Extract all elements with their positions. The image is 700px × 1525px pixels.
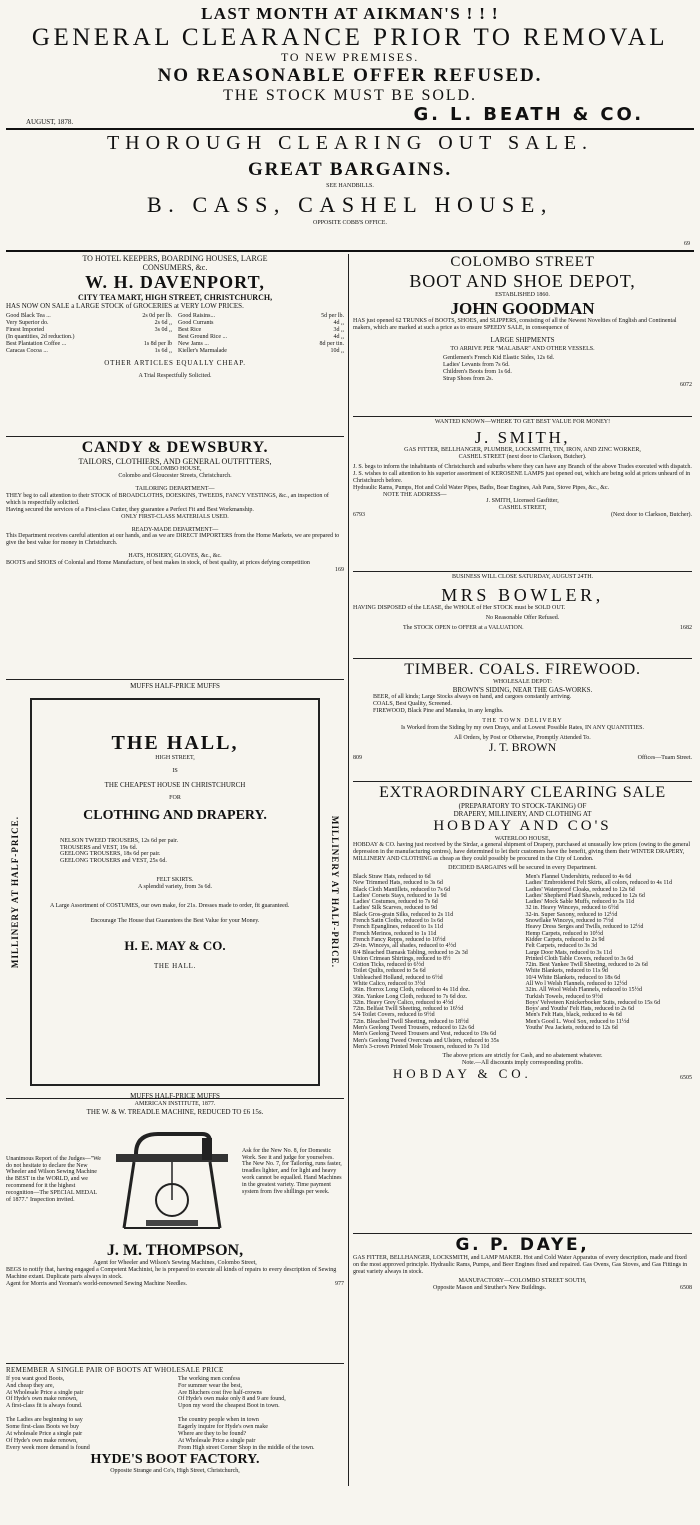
goodman-l1: COLOMBO STREET <box>450 253 595 270</box>
beath-line3: TO NEW PREMISES. <box>280 50 420 65</box>
poem-line: From High street Corner Shop in the middle of the town. <box>178 1444 315 1451</box>
poem-line: Of Hyde's own make only 8 and 9 are found, <box>178 1396 286 1403</box>
cass-line2: GREAT BARGAINS. <box>247 158 453 180</box>
hall-cheap: THE CHEAPEST HOUSE IN CHRISTCHURCH <box>104 780 246 789</box>
hall-ad <box>6 681 344 1100</box>
cass-line4: B. CASS, CASHEL HOUSE, <box>147 191 553 217</box>
price-row <box>6 348 172 355</box>
bargain-item: Boys' and Youths' Felt Hats, reduced to 2s 6d <box>525 1006 634 1013</box>
goodman-i1: Gentlemen's French Kid Elastic Sides, 12s 6d. <box>443 354 555 361</box>
bargain-item: Kidder Carpets, reduced to 2s 9d <box>525 936 605 943</box>
goodman-large: LARGE SHIPMENTS <box>490 335 555 344</box>
bargain-item: Black Straw Hats, reduced to 6d <box>353 873 431 880</box>
davenport-prices-left <box>6 313 172 354</box>
candy-num: 169 <box>335 567 344 574</box>
davenport-intro: HAS NOW ON SALE a LARGE STOCK of GROCERIES at VERY LOW PRICES. <box>6 302 244 311</box>
thompson-name: J. M. THOMPSON, <box>106 1241 244 1259</box>
bargain-item: Ladies' Silk Scarves, reduced to 9d <box>353 905 438 912</box>
brown-ad <box>353 661 692 779</box>
price-value: 5d per lb. <box>321 313 344 320</box>
price-value: 3s 0d ,, <box>154 326 172 333</box>
bargain-item: Boys' Velveteen Knickerbocker Suits, reduced to 15s 6d <box>525 999 661 1006</box>
beath-line1: LAST MONTH AT AIKMAN'S ! ! ! <box>201 4 499 23</box>
bargain-item: Men's 3-crown Printed Mole Trousers, reduced to 7s 11d <box>353 1043 490 1050</box>
bargain-item: Men's Flannel Undershirts, reduced to 4s 6d <box>525 873 632 880</box>
price-value: 4d ,, <box>333 333 344 340</box>
poem-line: Of Hyde's own make renown, <box>6 1396 78 1403</box>
bargain-item: Ladies' Corsets Stays, reduced to 1s 9d <box>353 892 447 899</box>
bargain-item: All Wo l Welsh Flannels, reduced to 12½d <box>525 981 628 987</box>
davenport-addr: CITY TEA MART, HIGH STREET, CHRISTCHURCH, <box>77 292 273 302</box>
candy-p5: HATS, HOSIERY, GLOVES, &c., &c. <box>128 553 222 560</box>
hyde-poem-right <box>178 1376 344 1452</box>
hobday-list-left <box>353 874 520 1050</box>
hobday-h3: DRAPERY, MILLINERY, AND CLOTHING AT <box>453 810 592 819</box>
cass-ad <box>6 132 694 248</box>
brown-coals: COALS, Best Quality, Screened. <box>373 700 452 707</box>
davenport-prices-right <box>178 313 344 354</box>
brown-orders: All Orders, by Post or Otherwise, Promptly Attended To. <box>454 734 591 741</box>
hall-side-left: MILLINERY AT HALF-PRICE. <box>10 815 20 968</box>
thompson-num: 977 <box>335 1280 344 1287</box>
poem-line: The working men confess <box>178 1375 241 1382</box>
bargain-item: White Blankets, reduced to 11s 9d <box>525 968 608 975</box>
candy-l3: Colombo and Gloucester Streets, Christchurch. <box>118 473 232 480</box>
davenport-ad <box>6 254 344 434</box>
beath-firm: G. L. BEATH & CO. <box>413 104 644 126</box>
poem-line: And cheap they are, <box>6 1382 54 1389</box>
brown-head: TIMBER. COALS. FIREWOOD. <box>404 660 641 678</box>
candy-p2: Having secured the services of a First-class Cutter, they guarantee a Perfect Fit and Best Workmanship. <box>6 506 254 513</box>
hobday-sig: HOBDAY & CO. <box>393 1066 532 1082</box>
hyde-ad <box>6 1366 344 1484</box>
bargain-item: Ladies' Costumes, reduced to 7s 6d <box>353 899 438 906</box>
price-row <box>6 313 172 320</box>
poem-line: Upon my word the cheapest Boot in town. <box>178 1403 280 1410</box>
bargain-item: 36in. Horrox Long Cloth, reduced to 4s 11d doz. <box>353 987 470 994</box>
cass-num: 69 <box>684 240 690 247</box>
thompson-agent: Agent for Wheeler and Wilson's Sewing Machines, Colombo Street, <box>93 1260 257 1267</box>
hall-t4: GEELONG TROUSERS and VEST, 25s 6d. <box>60 858 167 865</box>
hall-felt2: A splendid variety, from 3s 6d. <box>137 884 213 891</box>
price-row <box>6 341 172 348</box>
goodman-num: 6072 <box>680 382 692 389</box>
poem-line <box>6 1410 172 1417</box>
poem-line: Every week more demand is found <box>6 1444 90 1451</box>
price-row <box>178 313 344 320</box>
price-value: 1s 6d ,, <box>154 347 172 354</box>
daye-name: G. P. DAYE, <box>455 1234 590 1255</box>
thompson-body: BEGS to notify that, having engaged a Competent Machinist, he is prepared to execute all kinds of repairs to every description of Sewing Machine extant. Duplicate parts always in stock. <box>6 1266 337 1280</box>
candy-ad <box>6 439 344 677</box>
hall-muffs-top: MUFFS HALF-PRICE MUFFS <box>130 681 220 690</box>
bowler-ad <box>353 574 692 656</box>
bargain-item: Black Gros-grain Silks, reduced to 2s 11d <box>353 911 454 918</box>
sewing-machine-image <box>106 1120 238 1238</box>
poem-line: The Ladies are beginning to say <box>6 1417 83 1424</box>
hobday-decided: DECIDED BARGAINS will be secured in every Department. <box>448 865 597 872</box>
bargain-item: 32in. All Wool Welsh Flannels, reduced to 15½d <box>525 987 642 994</box>
hobday-h2: (PREPARATORY TO STOCK-TAKING) OF <box>458 802 587 811</box>
price-item: Finest Imported <box>6 326 45 333</box>
right-column <box>349 254 692 1486</box>
poem-line: For summer wear the best, <box>178 1382 242 1389</box>
bargain-item: 32 in. Heavy Winceys, reduced to 6½d <box>525 905 619 912</box>
bargain-item: French Epanglines, reduced to 1s 11d <box>353 924 444 931</box>
hall-muffs-bottom: MUFFS HALF-PRICE MUFFS <box>130 1091 220 1100</box>
hyde-name: HYDE'S BOOT FACTORY. <box>90 1451 260 1467</box>
bargain-item: Snowflake Winceys, reduced to 7½d <box>525 918 614 925</box>
price-row <box>6 327 172 334</box>
bowler-open: The STOCK OPEN to OFFER at a VALUATION. <box>403 625 524 632</box>
beath-date: AUGUST, 1878. <box>26 117 74 126</box>
hall-for: FOR <box>169 794 181 801</box>
brown-name: J. T. BROWN <box>488 740 557 755</box>
beath-ad <box>6 4 694 126</box>
candy-h1: TAILORING DEPARTMENT— <box>135 486 215 493</box>
hall-t3: GEELONG TROUSERS, 18s 6d per pair. <box>60 851 161 858</box>
daye-manu: MANUFACTORY—COLOMBO STREET SOUTH, <box>458 1277 587 1284</box>
bargain-item: 32in. Heavy Grey Calico, reduced to 4½d <box>353 999 454 1006</box>
poem-line: Are Bluchers cost five half-crowns <box>178 1389 262 1396</box>
poem-line: At Wholesale Price a single pair <box>6 1389 84 1396</box>
davenport-trial: A Trial Respectfully Solicited. <box>138 373 212 380</box>
poem-line: At Wholesale Price a single pair <box>178 1437 256 1444</box>
hall-cost: A Large Assortment of COSTUMES, our own make, for 21s. Dresses made to order, fit guaranteed. <box>50 902 290 909</box>
cass-line1: THOROUGH CLEARING OUT SALE. <box>106 131 594 154</box>
bargain-item: Large Door Mats, reduced to 3s 11d <box>525 949 612 956</box>
daye-ad <box>353 1236 692 1316</box>
bargain-item: Youths' Pea Jackets, reduced to 12s 6d <box>525 1025 618 1032</box>
price-item: Very Superior do. <box>6 319 49 326</box>
bargain-item: Men's Geelong Tweed Overcoats and Ulsters, reduced to 35s <box>353 1037 500 1044</box>
poem-line: Where are they to be found? <box>178 1430 247 1437</box>
bargain-item: 29-in. Winceys, all shades, reduced to 4½d <box>353 943 456 950</box>
poem-line <box>178 1410 344 1417</box>
price-row <box>178 327 344 334</box>
hall-felt: FELT SKIRTS. <box>156 877 194 884</box>
bargain-item: Men's Felt Hats, black, reduced to 4s 6d <box>525 1012 622 1019</box>
bargain-item: White Calico, reduced to 3½d <box>353 981 425 987</box>
bowler-num: 1682 <box>680 625 692 632</box>
hobday-num: 6505 <box>680 1075 692 1082</box>
candy-l2: COLOMBO HOUSE, <box>148 466 202 473</box>
smith-num: 6793 <box>353 512 365 519</box>
smith-note: NOTE THE ADDRESS— <box>383 491 447 498</box>
cass-line5: OPPOSITE COBB'S OFFICE. <box>313 219 387 226</box>
smith-trade: GAS FITTER, BELLHANGER, PLUMBER, LOCKSMITH, TIN, IRON, AND ZINC WORKER, <box>404 447 641 454</box>
daye-num: 6508 <box>680 1284 692 1291</box>
price-value: 4d ,, <box>333 319 344 326</box>
hall-cloth: CLOTHING AND DRAPERY. <box>83 807 267 823</box>
thompson-right: Ask for the New No. 8, for Domestic Work. See it and judge for yourselves. The New No. 7, for Tailoring, runs faster, treadles lighter, and for light and heavy work cannot be equalled. Hand Machines in the greatest variety. Time payment system from five shillings per week. <box>242 1147 342 1196</box>
hall-enc: Encourage The House that Guarantees the Best Value for your Money. <box>90 917 260 924</box>
hobday-ad <box>353 784 692 1231</box>
price-item: Good Currants <box>178 319 214 326</box>
price-item: Best Ground Rice ... <box>178 333 227 340</box>
beath-line4: NO REASONABLE OFFER REFUSED. <box>157 64 543 86</box>
price-value: 1s 8d per lb <box>143 340 172 347</box>
hobday-h1: EXTRAORDINARY CLEARING SALE <box>379 783 666 801</box>
price-item: Good Black Tea ... <box>6 313 51 320</box>
bargain-item: Ladies' Waterproof Cloaks, reduced to 12s 6d <box>525 886 635 893</box>
smith-p1: J. S. begs to inform the inhabitants of Christchurch and suburbs where they can have any Branch of the above Trades executed with dispatch. <box>353 463 692 470</box>
candy-p4: This Department receives careful attention at our hands, and as we are DIRECT IMPORTERS from the Home Markets, we are prepared to give the best value for money in Christchurch. <box>6 533 340 547</box>
davenport-l1: TO HOTEL KEEPERS, BOARDING HOUSES, LARGE <box>82 253 268 263</box>
bowler-name: MRS BOWLER, <box>441 584 604 605</box>
candy-p1: THEY beg to call attention to their STOCK of BROADCLOTHS, DOESKINS, TWEEDS, FANCY VESTINGS, &c., an inspection of which is respectfully solicited. <box>6 493 329 506</box>
hobday-list-right <box>526 874 693 1050</box>
price-item: Best Plantation Coffee ... <box>6 340 67 347</box>
bargain-item: French Merinos, reduced to 1s 11d <box>353 930 437 937</box>
price-row <box>178 341 344 348</box>
poem-line: A first-class fit is always found. <box>6 1403 83 1410</box>
price-row <box>178 334 344 341</box>
hall-may: H. E. MAY & CO. <box>124 937 226 953</box>
daye-body: GAS FITTER, BELLHANGER, LOCKSMITH, and LAMP MAKER. Hot and Cold Water Apparatus of every description, made and fixed on the most approved principle. Hydraulic Rams, Pumps, and Beer Engines fixed and repaired. Gas Ovens, Gas Stoves, and Gas Fittings in great variety always in stock. <box>353 1255 688 1276</box>
hobday-h4: HOBDAY AND CO'S <box>433 818 612 835</box>
candy-name: CANDY & DEWSBURY. <box>81 438 269 456</box>
bargain-item: Men's Good L. Wool Sox, reduced to 11½d <box>525 1018 630 1025</box>
thompson-last: Agent for Morris and Yeoman's world-renowned Sewing Machine Needles. <box>6 1280 188 1287</box>
hall-name: THE HALL, <box>111 731 239 754</box>
bargain-item: 36in. Yankee Long Cloth, reduced to 7s 6d doz. <box>353 993 468 1000</box>
hall-street: HIGH STREET, <box>155 754 195 761</box>
hobday-body: HOBDAY & CO. having just received by the Sirdar, a general shipment of Drapery, purchased at unusually low prices (owing to the general depression in the manufacturing centres), have determined to let their customers have the benefit, giving them their WINTER DRAPERY, MILLINERY AND CLOTHING as cheap as they could possibly be procured in the City of London. <box>353 842 691 863</box>
bargain-item: Unbleached Holland, reduced to 6½d <box>353 974 443 981</box>
smith-sig2: CASHEL STREET, <box>498 505 547 512</box>
bowler-close: BUSINESS WILL CLOSE SATURDAY, AUGUST 24TH. <box>451 573 594 580</box>
candy-l1: TAILORS, CLOTHIERS, AND GENERAL OUTFITTERS, <box>78 457 272 467</box>
hyde-poem-left <box>6 1376 172 1452</box>
hall-is: IS <box>172 767 178 774</box>
bargain-item: Black Cloth Mantillets, reduced to 7s 6d <box>353 886 451 893</box>
price-row <box>6 334 172 341</box>
poem-line: Some first-class Boots we buy <box>6 1424 79 1431</box>
smith-street: CASHEL STREET (next door to Clarkson, Butcher). <box>458 454 587 461</box>
hall-t1: NELSON TWEED TROUSERS, 12s 6d per pair. <box>60 837 179 844</box>
goodman-i4: Strap Shoes from 2s. <box>443 375 493 382</box>
bargain-item: Printed Cloth Table Covers, reduced to 3s 6d <box>525 955 634 962</box>
brown-num: 809 <box>353 755 362 762</box>
brown-fire: FIREWOOD, Black Pine and Manuka, in any lengths. <box>373 707 504 714</box>
bargain-item: Ladies' Embroidered Felt Skirts, all colors, reduced to 4s 11d <box>525 880 673 887</box>
hall-t2: TROUSERS and VEST, 19s 6d. <box>60 844 138 851</box>
brown-beer: BEER, of all kinds; Large Stocks always on hand, and cargoes constantly arriving. <box>373 694 572 701</box>
bargain-item: Heavy Dress Serges and Twills, reduced to 12½d <box>525 924 644 931</box>
candy-h2: READY-MADE DEPARTMENT— <box>131 526 219 533</box>
left-column <box>6 254 349 1486</box>
goodman-est: ESTABLISHED 1860. <box>495 291 550 298</box>
smith-want: WANTED KNOWN—WHERE TO GET BEST VALUE FOR MONEY! <box>434 418 611 425</box>
price-item: Best Rice <box>178 326 202 333</box>
bargain-item: Turkish Towels, reduced to 9½d <box>525 993 603 1000</box>
hobday-cash: The above prices are strictly for Cash, and no abatement whatever. <box>442 1053 603 1060</box>
davenport-other: OTHER ARTICLES EQUALLY CHEAP. <box>104 359 246 368</box>
hyde-addr: Opposite Strange and Co's, High Street, Christchurch, <box>110 1467 240 1474</box>
bowler-body: HAVING DISPOSED of the LEASE, the WHOLE of Her STOCK must be SOLD OUT. <box>353 605 566 612</box>
price-value: 2s 0d per lb. <box>142 313 172 320</box>
price-item: (In quantities, 2d reduction.) <box>6 333 75 340</box>
bargain-item: Felt Carpets, reduced to 3s 3d <box>525 943 598 950</box>
price-item: Good Raisins... <box>178 313 216 320</box>
price-value: 10d ,, <box>330 347 344 354</box>
bargain-item: French Satin Cloths, reduced to 1s 6d <box>353 918 444 925</box>
price-item: New Jams ... <box>178 340 209 347</box>
hobday-h5: WATERLOO HOUSE, <box>494 835 551 842</box>
brown-depot: WHOLESALE DEPOT: <box>493 679 552 686</box>
bargain-item: Ladies' Shepherd Plaid Shawls, reduced to 12s 6d <box>525 892 645 899</box>
smith-ad <box>353 419 692 569</box>
smith-p3: Hydraulic Rams, Pumps, Hot and Cold Water Pipes, Baths, Boar Engines, Ash Pans, Stove Pipes, &c., &c. <box>353 484 610 491</box>
bowler-offer: No Reasonable Offer Refused. <box>485 615 560 622</box>
brown-work: Is Worked from the Siding by my own Drays, and at Lowest Possible Rates, IN ANY QUANTITIES. <box>401 724 644 731</box>
hall-side-right: MILLINERY AT HALF-PRICE. <box>330 815 340 968</box>
bargain-item: 72in. Best Yankee Twill Sheeting, reduced to 2s 6d <box>525 962 648 969</box>
price-row <box>178 348 344 355</box>
goodman-name: JOHN GOODMAN <box>450 298 595 318</box>
poem-line: The country people when in town <box>178 1417 259 1424</box>
price-item: Kieller's Marmalade <box>178 347 227 354</box>
candy-p6: BOOTS and SHOES of Colonial and Home Manufacture, of best makes in stock, of best quality, at prices defying competition <box>6 560 310 567</box>
goodman-l2: BOOT AND SHOE DEPOT, <box>409 271 636 292</box>
price-value: 3d ,, <box>333 326 344 333</box>
brown-siding: BROWN'S SIDING, NEAR THE GAS-WORKS. <box>452 686 593 695</box>
cass-line3: SEE HANDBILLS. <box>326 182 374 189</box>
smith-p2: J. S. wishes to call attention to his superior assortment of KEROSENE LAMPS just opened out, which are being sold at prices unheard of in Christchurch before. <box>353 470 691 484</box>
poem-line: If you want good Boots, <box>6 1375 65 1382</box>
price-row <box>178 320 344 327</box>
price-value: 2s 6d ,, <box>154 319 172 326</box>
bargain-item: Hemp Carpets, reduced to 10½d <box>525 930 604 937</box>
candy-p3: ONLY FIRST-CLASS MATERIALS USED. <box>121 513 229 520</box>
bargain-item: Toilet Quilts, reduced to 5s 6d <box>353 968 426 975</box>
thompson-left: Unanimous Report of the Judges—"We do not hesitate to declare the New Wheeler and Wilson Sewing Machine the BEST in the WORLD, and we recommend for it the highest recognition—The SPECIAL MEDAL of 1877." Inspection invited. <box>6 1155 101 1204</box>
goodman-ad <box>353 254 692 414</box>
price-row <box>6 320 172 327</box>
thompson-ad <box>6 1101 344 1361</box>
bargain-item: 5/4 Toilet Covers, reduced to 9½d <box>353 1012 435 1019</box>
poem-line: Of Hyde's own make renown, <box>6 1437 78 1444</box>
smith-sig: J. SMITH, Licensed Gasfitter, <box>486 498 559 505</box>
smith-name: J. SMITH, <box>474 427 571 447</box>
poem-line: Eagerly inquire for Hyde's own make <box>178 1424 268 1431</box>
bargain-item: New Trimmed Hats, reduced to 3s 6d <box>353 880 443 887</box>
bargain-item: 10/4 White Blankets, reduced to 18s 6d <box>525 974 621 981</box>
bargain-item: 72in. Bleached Twill Sheeting, reduced to 18½d <box>353 1018 469 1025</box>
bargain-item: Men's Geelong Tweed Trousers, reduced to 12s 6d <box>353 1025 475 1032</box>
beath-line5: THE STOCK MUST BE SOLD. <box>223 86 477 104</box>
beath-line2: GENERAL CLEARANCE PRIOR TO REMOVAL <box>31 23 669 51</box>
goodman-i3: Children's Boots from 1s 6d. <box>443 368 512 375</box>
thompson-head: THE W. & W. TREADLE MACHINE, REDUCED TO £6 15s. <box>86 1107 264 1116</box>
poem-line: At wholesale Price a single pair <box>6 1430 83 1437</box>
bargain-item: Ladies' Mock Sable Muffs, reduced to 3s 11d <box>525 899 635 906</box>
hall-box <box>10 698 340 1086</box>
bargain-item: 32-in. Super Saxony, reduced to 12½d <box>525 911 618 918</box>
thompson-inst: AMERICAN INSTITUTE, 1877. <box>134 1100 216 1107</box>
bargain-item: 8/4 Bleached Damask Tabling, reduced to 2s 3d <box>353 949 468 956</box>
bargain-item: Men's Geelong Tweed Trousers and Vest, reduced to 19s 6d <box>353 1031 497 1038</box>
brown-town: THE TOWN DELIVERY <box>482 717 563 724</box>
smith-sig3: (Next door to Clarkson, Butcher). <box>611 512 692 519</box>
goodman-arr: TO ARRIVE PER "MALABAR" AND OTHER VESSELS. <box>450 345 595 352</box>
price-item: Caracas Cocoa ... <box>6 347 48 354</box>
hyde-head: REMEMBER A SINGLE PAIR OF BOOTS AT WHOLESALE PRICE <box>6 1365 224 1374</box>
hobday-note: Note.—All discounts imply corresponding profits. <box>462 1060 583 1067</box>
price-value: 8d per tin. <box>319 340 344 347</box>
goodman-i2: Ladies' Levants from 7s 6d. <box>443 361 510 368</box>
brown-offices: Offices—Tuam Street. <box>637 755 692 762</box>
davenport-name: W. H. DAVENPORT, <box>85 272 265 293</box>
hall-thehall: THE HALL. <box>153 961 197 970</box>
davenport-l2: CONSUMERS, &c. <box>142 262 208 272</box>
bargain-item: Cotton Ticks, reduced to 6½d <box>353 962 425 969</box>
goodman-body: HAS just opened 62 TRUNKS of BOOTS, SHOES, and SLIPPERS, consisting of all the Newest Novelties of English and Continental makers, which are marked at such a price as to ensure SPEEDY SALE, in consequence of <box>353 318 677 332</box>
bargain-item: Union Crimean Shirtings, reduced to 8½ <box>353 955 451 962</box>
bargain-item: 72in. Belfast Twill Sheeting, reduced to 16½d <box>353 1006 464 1013</box>
daye-opp: Opposite Mason and Struther's New Buildings. <box>433 1284 547 1291</box>
bargain-item: French Fancy Repps, reduced to 10½d <box>353 936 446 943</box>
